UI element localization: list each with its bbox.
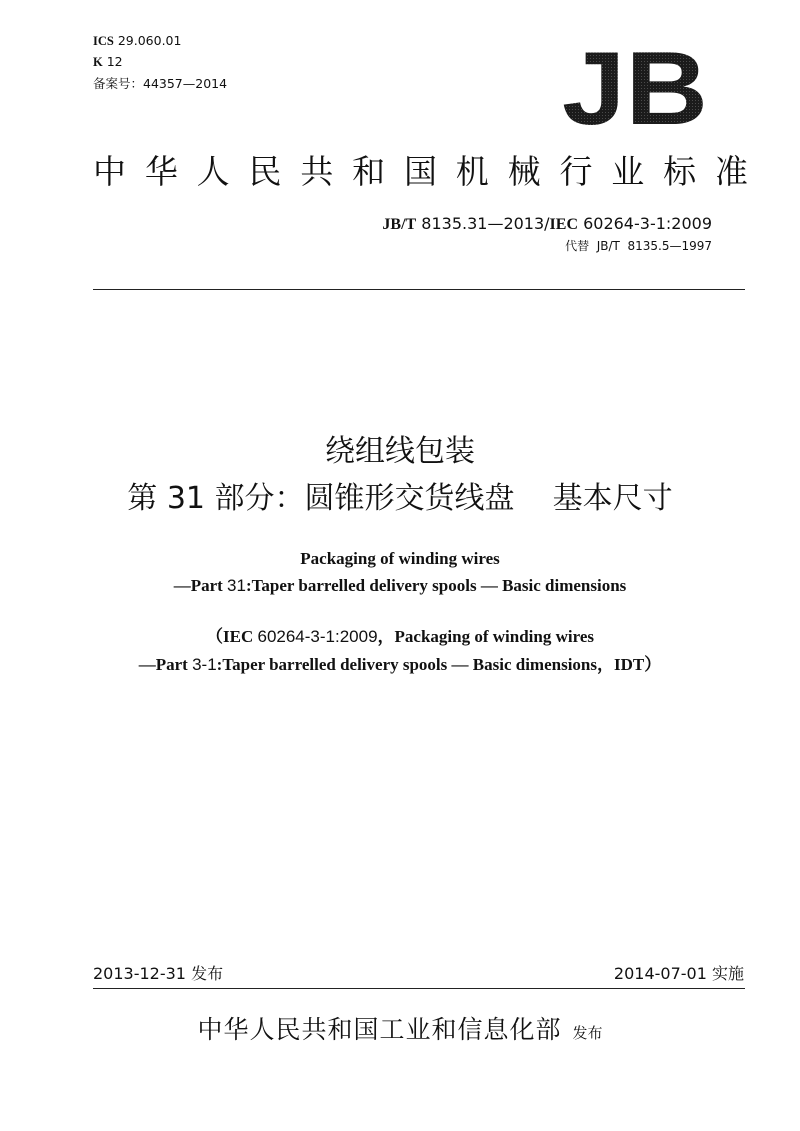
title-char: 行 — [559, 152, 593, 191]
title-en-line2-rest: :Taper barrelled delivery spools — Basic dimensions — [245, 576, 627, 595]
header-divider — [93, 289, 745, 290]
title-char: 业 — [611, 152, 645, 191]
title-char: 民 — [248, 152, 282, 191]
document-title-en-line4 — [0, 654, 800, 676]
document-title-en-line1: Packaging of winding wires — [300, 549, 500, 568]
title-char: 标 — [663, 152, 697, 191]
replaces-note: 代替 JB/T 8135.5—1997 — [565, 239, 712, 253]
title-en-line3-prefix: （IEC — [206, 627, 258, 646]
issuer-name: 中华人民共和国工业和信息化部 — [197, 1015, 562, 1044]
document-title-cn-line1: 绕组线包装 — [325, 434, 475, 469]
title-en-line2-number: 31 — [227, 576, 246, 595]
number-jbt-value: 8135.31—2013/ — [416, 214, 550, 233]
title-char: 机 — [455, 152, 489, 191]
publish-date: 2013-12-31 发布 — [93, 964, 224, 983]
title-char: 国 — [403, 152, 437, 191]
jb-logo — [562, 42, 708, 130]
issuer — [0, 1013, 800, 1050]
ics-code — [93, 34, 181, 48]
document-title-en-line2 — [0, 575, 800, 597]
title-char: 中 — [93, 152, 126, 191]
title-char: 和 — [352, 152, 386, 191]
ics-label: ICS — [93, 34, 114, 48]
record-number: 备案号：44357—2014 — [93, 76, 228, 91]
title-en-line3-number: 60264-3-1:2009 — [257, 627, 378, 646]
title-en-line3-rest: ，Packaging of winding wires — [377, 627, 594, 646]
k-code — [93, 55, 123, 69]
standard-title — [93, 150, 748, 194]
standard-number — [382, 214, 712, 235]
k-label: K — [93, 55, 103, 69]
document-title-en-line3 — [0, 626, 800, 648]
k-value: 12 — [106, 54, 123, 69]
title-en-line4-rest: :Taper barrelled delivery spools — Basic dimensions，IDT） — [216, 655, 662, 674]
title-char: 人 — [196, 152, 230, 191]
number-iec-value: 60264-3-1:2009 — [578, 214, 712, 233]
title-char: 械 — [507, 152, 541, 191]
title-en-line2-prefix: —Part — [173, 576, 228, 595]
title-char: 准 — [714, 152, 748, 191]
title-char: 共 — [300, 152, 334, 191]
implement-date: 2014-07-01 实施 — [613, 964, 744, 983]
number-iec-label: IEC — [549, 216, 578, 233]
document-title-cn-line2: 第 31 部分：圆锥形交货线盘 基本尺寸 — [127, 481, 673, 516]
title-char: 华 — [144, 152, 178, 191]
footer-divider — [93, 988, 745, 989]
title-en-line4-prefix: —Part — [138, 655, 193, 674]
ics-value: 29.060.01 — [117, 33, 182, 48]
issuer-suffix: 发布 — [572, 1024, 603, 1042]
title-en-line4-number: 3-1 — [192, 655, 217, 674]
logo-text: JB — [562, 42, 708, 130]
number-jbt-label: JB/T — [382, 216, 417, 233]
